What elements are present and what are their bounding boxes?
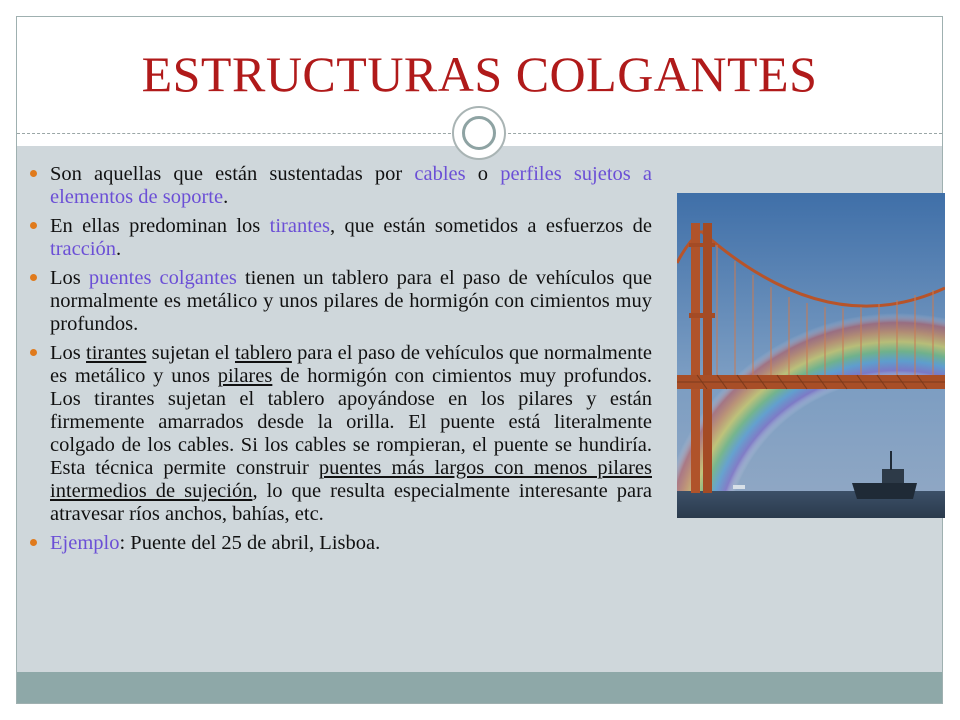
bullet-item xyxy=(30,342,652,526)
bullet-dot-icon xyxy=(30,170,37,177)
bullet-text: tienen un tablero para el paso de vehículos que normalmente es metálico y unos pilares de hormigón con cimientos muy profundos. xyxy=(50,267,653,335)
bullet-text: En ellas predominan los xyxy=(50,215,270,237)
ship-cabin xyxy=(882,469,904,483)
bullet-text: de hormigón con cimientos muy profundos. Los tirantes sujetan el tablero apoyándose en los pilares y están firmemente amarrados desde la orilla. El puente está literalmente colgado de los cables. Si los cables se rompieran, el puente se hundiría. Esta técnica permite construir xyxy=(50,365,652,479)
bullet-text: , que están sometidos a esfuerzos de xyxy=(329,215,652,237)
underlined-term: tablero xyxy=(234,342,292,364)
bullet-item xyxy=(30,215,652,261)
bullet-dot-icon xyxy=(30,222,37,229)
underlined-term: pilares xyxy=(217,365,273,387)
ship-hull xyxy=(852,483,917,499)
slide-title: ESTRUCTURAS COLGANTES xyxy=(141,46,818,102)
bridge-photo xyxy=(677,193,945,518)
highlight-term: tirantes xyxy=(269,215,330,237)
bullet-text: Los xyxy=(50,267,89,289)
highlight-term: puentes colgantes xyxy=(88,267,237,289)
highlight-term: tracción xyxy=(50,238,117,260)
underlined-term: puentes más largos con menos pilares intermedios de sujeción xyxy=(50,457,652,502)
bullet-item xyxy=(30,267,652,336)
divider-ring-inner xyxy=(462,116,496,150)
small-boat xyxy=(733,485,745,489)
bullet-text: Son aquellas que están sustentadas por xyxy=(50,163,415,185)
underlined-term: tirantes xyxy=(86,342,147,364)
bullet-item xyxy=(30,532,652,555)
highlight-term: cables xyxy=(414,163,466,185)
divider-ring-icon xyxy=(452,106,506,160)
bridge-photo-svg xyxy=(677,193,945,518)
bullet-list xyxy=(30,163,652,561)
tower-crossbeam xyxy=(689,313,715,318)
bullet-text: : Puente del 25 de abril, Lisboa. xyxy=(119,532,381,554)
bullet-text: Los xyxy=(50,342,87,364)
bullet-item xyxy=(30,163,652,209)
bullet-text: sujetan el xyxy=(146,342,235,364)
bullet-dot-icon xyxy=(30,274,37,281)
bullet-text: . xyxy=(223,186,229,208)
highlight-term: perfiles sujetos a elementos de soporte xyxy=(50,163,653,208)
bullet-text: para el paso de vehículos que normalmente es metálico y unos xyxy=(50,342,652,387)
bullet-dot-icon xyxy=(30,349,37,356)
bullet-text: . xyxy=(116,238,122,260)
highlight-term: Ejemplo xyxy=(50,532,120,554)
bullet-dot-icon xyxy=(30,539,37,546)
tower-left-leg xyxy=(691,223,700,493)
tower-right-leg xyxy=(703,223,712,493)
tower-top-beam xyxy=(689,243,715,247)
bullet-text: , lo que resulta especialmente interesante para atravesar ríos anchos, bahías, etc. xyxy=(50,480,652,525)
bullet-text: o xyxy=(465,163,501,185)
footer-band xyxy=(17,672,942,703)
